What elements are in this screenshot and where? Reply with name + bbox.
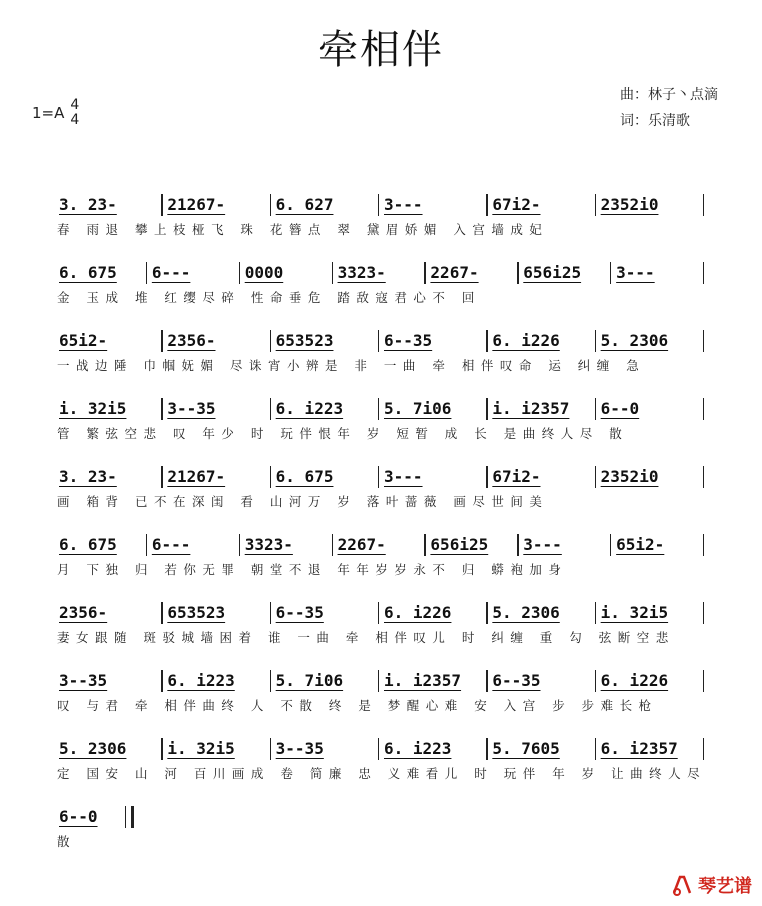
- score-row: [55, 530, 705, 598]
- bar-line: [161, 602, 162, 624]
- measure: 656i25: [430, 535, 489, 554]
- lyrics-line: 散: [57, 834, 77, 849]
- final-bar-line: [131, 806, 134, 828]
- measure: 3---: [616, 263, 655, 282]
- bar-line: [703, 670, 704, 692]
- measure: 6. i223: [275, 399, 344, 418]
- bar-line: [378, 602, 379, 624]
- notes-line: [55, 462, 705, 492]
- bar-line: [424, 534, 425, 556]
- measure: 3---: [384, 195, 423, 214]
- score-row: [55, 326, 705, 394]
- lyrics-line: 月 下独 归 若你无罪 朝堂不退 年年岁岁永不 归 蟒袍加身: [57, 562, 568, 577]
- notes-line: [55, 734, 705, 764]
- bar-line: [161, 466, 162, 488]
- watermark-logo: [670, 872, 752, 898]
- bar-line: [239, 262, 240, 284]
- bar-line: [332, 534, 333, 556]
- bar-line: [517, 534, 518, 556]
- bar-line: [610, 262, 611, 284]
- lyrics-line: 一战边陲 巾帼妩媚 尽诛宵小辨是 非 一曲 牵 相伴叹命 运 纠缠 急: [57, 358, 646, 373]
- measure: 65i2-: [59, 331, 108, 350]
- measure: 3. 23-: [59, 467, 117, 486]
- measure: 67i2-: [492, 467, 541, 486]
- bar-line: [161, 398, 162, 420]
- measure: i. 32i5: [59, 399, 127, 418]
- bar-line: [378, 738, 379, 760]
- measure: 67i2-: [492, 195, 541, 214]
- bar-line: [703, 398, 704, 420]
- measure: 6--35: [492, 671, 541, 690]
- measure: 6. i223: [384, 739, 452, 758]
- bar-line: [595, 398, 596, 420]
- measure: 3--35: [275, 739, 324, 758]
- composer-credit: 曲：林子丶点滴: [620, 87, 718, 103]
- bar-line: [125, 806, 126, 828]
- measure: 3---: [523, 535, 562, 554]
- measure: 5. 2306: [492, 603, 560, 622]
- bar-line: [703, 194, 704, 216]
- measure: 5. 2306: [600, 331, 669, 350]
- score-row: [55, 598, 705, 666]
- notes-line: [55, 530, 705, 560]
- measure: 6--0: [59, 807, 98, 826]
- bar-line: [146, 534, 147, 556]
- bar-line: [161, 670, 162, 692]
- measure: 21267-: [167, 195, 226, 214]
- notes-line: [55, 666, 705, 696]
- measure: 6. 675: [275, 467, 334, 486]
- measure: 0000: [244, 263, 284, 282]
- bar-line: [703, 466, 704, 488]
- bar-line: [486, 602, 487, 624]
- measure: 3. 23-: [59, 195, 117, 214]
- lyrics-line: 管 繁弦空悲 叹 年少 时 玩伴恨年 岁 短暂 成 长 是曲终人尽 散: [57, 426, 629, 441]
- bar-line: [703, 738, 704, 760]
- score-row: [55, 394, 705, 462]
- measure: 3--35: [59, 671, 108, 690]
- bar-line: [270, 398, 271, 420]
- bar-line: [703, 534, 704, 556]
- bar-line: [703, 330, 704, 352]
- bar-line: [595, 466, 596, 488]
- measure: 5. 2306: [59, 739, 127, 758]
- bar-line: [270, 466, 271, 488]
- bar-line: [486, 670, 487, 692]
- measure: 5. 7605: [492, 739, 560, 758]
- score-row: [55, 666, 705, 734]
- score: [55, 190, 705, 870]
- bar-line: [270, 670, 271, 692]
- time-signature-top: 4: [70, 97, 80, 113]
- bar-line: [146, 262, 147, 284]
- bar-line: [595, 194, 596, 216]
- measure: i. i2357: [492, 399, 570, 418]
- bar-line: [424, 262, 425, 284]
- bar-line: [378, 194, 379, 216]
- measure: 3323-: [244, 535, 293, 554]
- notes-line: [55, 258, 705, 288]
- bar-line: [703, 262, 704, 284]
- measure: 6--0: [600, 399, 640, 418]
- measure: 3--35: [167, 399, 216, 418]
- bar-line: [332, 262, 333, 284]
- measure: 653523: [275, 331, 334, 350]
- bar-line: [378, 398, 379, 420]
- bar-line: [595, 330, 596, 352]
- measure: 2356-: [59, 603, 108, 622]
- bar-line: [517, 262, 518, 284]
- bar-line: [270, 194, 271, 216]
- score-row: [55, 258, 705, 326]
- time-signature-bottom: 4: [70, 112, 80, 128]
- bar-line: [595, 738, 596, 760]
- lyrics-line: 金 玉成 堆 红缨尽碎 性命垂危 踏敌寇君心不 回: [57, 290, 481, 305]
- bar-line: [595, 602, 596, 624]
- measure: 6. 627: [275, 195, 334, 214]
- bar-line: [610, 534, 611, 556]
- measure: 2267-: [337, 535, 386, 554]
- bar-line: [161, 194, 162, 216]
- bar-line: [161, 330, 162, 352]
- lyrics-line: 定 国安 山 河 百川画成 卷 简廉 忠 义难看儿 时 玩伴 年 岁 让曲终人尽: [57, 766, 707, 781]
- measure: 5. 7i06: [275, 671, 344, 690]
- bar-line: [595, 670, 596, 692]
- measure: 2352i0: [600, 467, 659, 486]
- bar-line: [270, 738, 271, 760]
- lyrics-line: 画 箱背 已不在深闺 看 山河万 岁 落叶蔷薇 画尽世间美: [57, 494, 549, 509]
- bar-line: [486, 194, 487, 216]
- time-signature: [70, 98, 79, 128]
- lyricist-credit: 词：乐清歌: [620, 113, 690, 129]
- notes-line: [55, 190, 705, 220]
- key-label: 1=A: [32, 104, 65, 122]
- credits: [620, 82, 718, 134]
- measure: 2267-: [430, 263, 479, 282]
- measure: 6. i226: [600, 671, 669, 690]
- measure: 6--35: [275, 603, 324, 622]
- lyrics-line: 妻女跟随 斑驳城墙困着 谁 一曲 牵 相伴叹儿 时 纠缠 重 勾 弦断空悲: [57, 630, 675, 645]
- bar-line: [378, 466, 379, 488]
- score-row: [55, 462, 705, 530]
- lyrics-line: 春 雨退 攀上枝桠飞 珠 花簪点 翠 黛眉娇媚 入宫墙成妃: [57, 222, 549, 237]
- notes-line: [55, 598, 705, 628]
- bar-line: [239, 534, 240, 556]
- measure: 6. 675: [59, 263, 117, 282]
- measure: 656i25: [523, 263, 582, 282]
- key-signature: [32, 98, 79, 128]
- measure: i. i2357: [384, 671, 462, 690]
- bar-line: [486, 398, 487, 420]
- measure: i. 32i5: [167, 739, 235, 758]
- measure: 3323-: [337, 263, 386, 282]
- measure: i. 32i5: [600, 603, 669, 622]
- measure: 6---: [151, 535, 191, 554]
- measure: 65i2-: [616, 535, 665, 554]
- music-note-logo-icon: [670, 873, 696, 897]
- measure: 6---: [151, 263, 191, 282]
- notes-line: [55, 394, 705, 424]
- measure: 2356-: [167, 331, 216, 350]
- measure: 6. i2357: [600, 739, 678, 758]
- measure: 6--35: [384, 331, 433, 350]
- notes-line: [55, 802, 705, 832]
- bar-line: [378, 330, 379, 352]
- bar-line: [378, 670, 379, 692]
- bar-line: [703, 602, 704, 624]
- measure: 6. i226: [492, 331, 560, 350]
- measure: 6. i226: [384, 603, 452, 622]
- measure: 6. i223: [167, 671, 235, 690]
- bar-line: [270, 602, 271, 624]
- measure: 5. 7i06: [384, 399, 452, 418]
- measure: 21267-: [167, 467, 226, 486]
- bar-line: [486, 466, 487, 488]
- score-row: [55, 190, 705, 258]
- watermark-text: 琴艺谱: [698, 876, 752, 897]
- measure: 6. 675: [59, 535, 117, 554]
- score-row: [55, 734, 705, 802]
- measure: 2352i0: [600, 195, 659, 214]
- song-title: 牵相伴: [318, 27, 444, 73]
- bar-line: [161, 738, 162, 760]
- measure: 653523: [167, 603, 226, 622]
- bar-line: [270, 330, 271, 352]
- bar-line: [486, 330, 487, 352]
- bar-line: [486, 738, 487, 760]
- score-row: [55, 802, 705, 870]
- measure: 3---: [384, 467, 423, 486]
- notes-line: [55, 326, 705, 356]
- lyrics-line: 叹 与君 牵 相伴曲终 人 不散 终 是 梦醒心难 安 入宫 步 步难长枪: [57, 698, 658, 713]
